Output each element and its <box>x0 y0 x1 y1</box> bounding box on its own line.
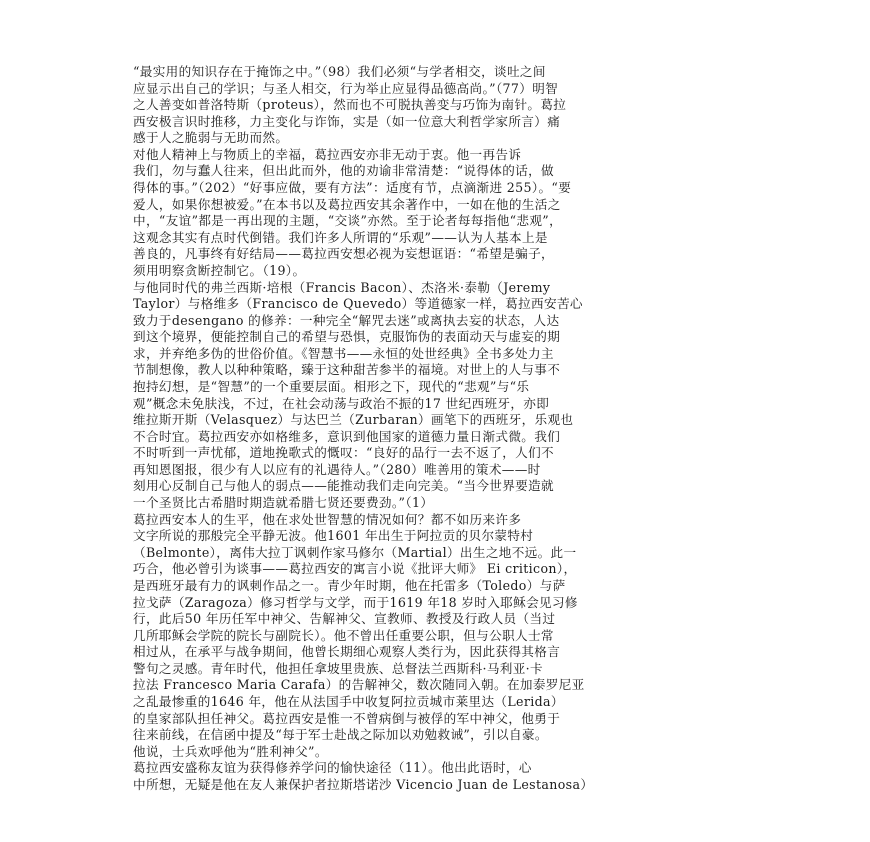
text-line: 之乱最惨重的1646 年，他在从法国手中收复阿拉贡城市莱里达（Lerida） <box>133 693 564 709</box>
text-line: 观”概念未免肤浅，不过，在社会动荡与政治不振的17 世纪西班牙，亦即 <box>133 395 550 411</box>
text-line: 爱人，如果你想被爱。”在本书以及葛拉西安其余著作中，一如在他的生活之 <box>133 196 561 212</box>
text-line: 得体的事。”（202）“好事应做，要有方法”：适度有节，点滴渐进 255）。“要 <box>133 180 572 196</box>
text-line: 文字所说的那般完全平静无波。他1601 年出生于阿拉贡的贝尔蒙特村 <box>133 528 534 544</box>
text-line: 应显示出自己的学识；与圣人相交，行为举止应显得品德高尚。”（77）明智 <box>133 80 559 96</box>
text-line: 求，并弃绝多伪的世俗价值。《智慧书——永恒的处世经典》全书多处力主 <box>133 345 554 361</box>
text-line: 巧合，他必曾引为谈事——葛拉西安的寓言小说《批评大师》 Ei criticon）， <box>133 561 577 577</box>
text-line: 中所想，无疑是他在友人兼保护者拉斯塔诺沙 Vicencio Juan de Lestanosa） <box>133 776 594 792</box>
text-line: （Belmonte），离伟大拉丁讽刺作家马修尔（Martial）出生之地不远。此一 <box>133 544 577 560</box>
text-line: 节制想像，教人以种种策略，臻于这种甜苦参半的福境。对世上的人与事不 <box>133 362 561 378</box>
text-line: 刻用心反制自己与他人的弱点——能推动我们走向完美。“当今世界要造就 <box>133 478 554 494</box>
text-line: 与他同时代的弗兰西斯·培根（Francis Bacon）、杰洛米·泰勒（Jeremy <box>133 279 551 295</box>
text-line: 西安极言识时推移，力主变化与诈饰，实是（如一位意大利哲学家所言）痛 <box>133 113 561 129</box>
text-line: 中，“友谊”都是一再出现的主题，“交谈”亦然。至于论者每每指他“悲观”， <box>133 213 563 229</box>
text-line: “最实用的知识存在于掩饰之中。”（98）我们必须“与学者相交，谈吐之间 <box>133 64 546 79</box>
text-line: 葛拉西安本人的生平，他在求处世智慧的情况如何？都不如历来许多 <box>133 511 522 527</box>
text-line: 的皇家部队担任神父。葛拉西安是惟一不曾病倒与被俘的军中神父，他勇于 <box>133 710 561 726</box>
text-line: 对他人精神上与物质上的幸福，葛拉西安亦非无动于衷。他一再告诉 <box>133 146 522 162</box>
text-line: 不合时宜。葛拉西安亦如格维多，意识到他国家的道德力量日渐式微。我们 <box>133 428 561 444</box>
text-line: 致力于desengano 的修养：一种完全“解咒去迷”或离执去妄的状态，人达 <box>133 312 560 328</box>
text-line: 不时听到一声忧郁，道地挽歌式的慨叹：“良好的品行一去不返了，人们不 <box>133 445 554 461</box>
text-line: 再知恩图报，很少有人以应有的礼遇待人。”（280）唯善用的策术——时 <box>133 461 541 477</box>
text-line: 相过从，在承平与战争期间，他曾长期细心观察人类行为，因此获得其格言 <box>133 644 561 660</box>
body-text <box>133 64 745 793</box>
text-line: 到这个境界，便能控制自己的希望与恐惧，克服饰伪的表面动天与虚妄的期 <box>133 329 561 345</box>
text-line: 拉法 Francesco Maria Carafa）的告解神父，数次随同入朝。在加泰罗尼亚 <box>133 677 585 693</box>
text-line: 须用明察贪断控制它。（19）。 <box>133 262 306 278</box>
text-line: 葛拉西安盛称友谊为获得修养学问的愉快途径（11）。他出此语时，心 <box>133 760 532 776</box>
text-line: 拉戈萨（Zaragoza）修习哲学与文学，而于1619 年18 岁时入耶稣会见习修 <box>133 594 578 610</box>
text-line: 行，此后50 年历任军中神父、告解神父、宣教师、教授及行政人员（当过 <box>133 611 556 627</box>
text-line: 往来前线，在信函中提及“每于军士赴战之际加以劝勉救诫”，引以自豪。 <box>133 727 548 743</box>
text-line: 善良的，凡事终有好结局——葛拉西安想必视为妄想诓语：“希望是骗子， <box>133 246 554 262</box>
text-line: 警句之灵感。青年时代，他担任拿坡里贵族、总督法兰西斯科·马利亚·卡 <box>133 660 543 676</box>
text-line: 一个圣贤比古希腊时期造就希腊七贤还要费劲。”（1） <box>133 495 434 511</box>
text-line: Taylor）与格维多（Francisco de Quevedo）等道德家一样，葛拉西安苦心 <box>133 296 583 312</box>
text-line: 抱持幻想，是“智慧”的一个重要层面。相形之下，现代的“悲观”与“乐 <box>133 378 530 394</box>
text-line: 感于人之脆弱与无助而然。 <box>133 130 289 146</box>
text-line: 他说，士兵欢呼他为“胜利神父”。 <box>133 743 328 759</box>
text-line: 之人善变如普洛特斯（proteus），然而也不可脱执善变与巧饰为南针。葛拉 <box>133 97 567 113</box>
text-line: 这观念其实有点时代倒错。我们许多人所谓的“乐观”——认为人基本上是 <box>133 229 548 245</box>
text-line: 是西班牙最有力的讽刺作品之一。青少年时期，他在托雷多（Toledo）与萨 <box>133 577 566 593</box>
text-line: 几所耶稣会学院的院长与副院长）。他不曾出任重要公职，但与公职人士常 <box>133 627 554 643</box>
text-line: 维拉斯开斯（Velasquez）与达巴兰（Zurbaran）画笔下的西班牙，乐观也 <box>133 412 574 428</box>
text-line: 我们，勿与蠢人往来，但出此而外，他的劝谕非常清楚：“说得体的话，做 <box>133 163 554 179</box>
